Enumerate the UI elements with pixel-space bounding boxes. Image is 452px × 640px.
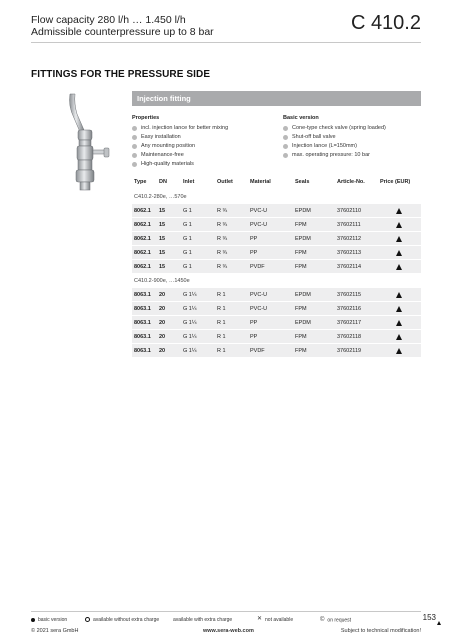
filled-dot-icon — [31, 618, 35, 622]
price-triangle-icon — [396, 306, 402, 312]
cell-dn: 15 — [159, 264, 166, 270]
cell-material: PVC-U — [250, 208, 268, 214]
cell-article-no: 37602115 — [337, 292, 362, 298]
cell-seals: FPM — [295, 264, 307, 270]
model-number: C 410.2 — [350, 12, 421, 34]
cell-seals: EPDM — [295, 208, 311, 214]
col-header-inlet: Inlet — [183, 179, 195, 185]
cell-seals: FPM — [295, 348, 307, 354]
copyright-text: © 2021 sera GmbH — [31, 628, 79, 634]
cell-seals: FPM — [295, 222, 307, 228]
table-row — [132, 218, 421, 232]
table-row — [132, 288, 421, 302]
table-row — [132, 316, 421, 330]
cell-inlet: G 1 — [183, 264, 192, 270]
header-specs — [31, 14, 214, 38]
cell-outlet: R 1 — [217, 348, 226, 354]
cell-outlet: R 1 — [217, 306, 226, 312]
cell-type: 8062.1 — [134, 264, 151, 270]
cell-dn: 20 — [159, 348, 166, 354]
cell-article-no: 37602111 — [337, 222, 361, 228]
price-triangle-icon — [396, 208, 402, 214]
cell-inlet: G 1¼ — [183, 334, 197, 340]
cell-material: PVDF — [250, 264, 265, 270]
col-header-outlet: Outlet — [217, 179, 233, 185]
table-row — [132, 204, 421, 218]
basic-version-item: Shut-off ball valve — [283, 133, 386, 142]
cell-type: 8063.1 — [134, 292, 151, 298]
property-item: Easy installation — [132, 133, 228, 142]
cell-outlet: R ¾ — [217, 250, 228, 256]
cell-outlet: R ¾ — [217, 264, 228, 270]
flow-capacity-text: Flow capacity 280 l/h … 1.450 l/h — [31, 14, 186, 26]
properties-heading: Properties — [132, 115, 160, 121]
cell-type: 8063.1 — [134, 320, 151, 326]
cell-type: 8062.1 — [134, 208, 151, 214]
cell-dn: 20 — [159, 292, 166, 298]
page-number: 153 — [422, 613, 436, 622]
price-triangle-icon — [396, 222, 402, 228]
cell-seals: FPM — [295, 250, 307, 256]
cell-type: 8063.1 — [134, 348, 151, 354]
cell-article-no: 37602117 — [337, 320, 362, 326]
cell-outlet: R 1 — [217, 320, 226, 326]
table-group-label — [132, 190, 421, 204]
cell-dn: 15 — [159, 250, 166, 256]
cell-dn: 15 — [159, 236, 166, 242]
cell-seals: FPM — [295, 306, 307, 312]
col-header-material: Material — [250, 179, 271, 185]
cell-material: PVC-U — [250, 222, 268, 228]
cell-article-no: 37602114 — [337, 264, 362, 270]
cell-outlet: R ¾ — [217, 236, 228, 242]
col-header-seals: Seals — [295, 179, 310, 185]
properties-list — [132, 124, 228, 169]
x-mark-icon: ✕ — [257, 616, 263, 623]
price-triangle-icon — [396, 264, 402, 270]
fittings-table — [132, 176, 421, 358]
cell-material: PP — [250, 236, 258, 242]
price-triangle-icon — [396, 236, 402, 242]
col-header-dn: DN — [159, 179, 167, 185]
cell-article-no: 37602112 — [337, 236, 362, 242]
table-row — [132, 232, 421, 246]
counterpressure-text: Admissible counterpressure up to 8 bar — [31, 26, 214, 38]
legend-basic-version: basic version — [31, 617, 67, 623]
cell-material: PP — [250, 334, 258, 340]
cell-seals: FPM — [295, 334, 307, 340]
col-header-type: Type — [134, 179, 147, 185]
price-triangle-icon — [396, 250, 402, 256]
cell-inlet: G 1 — [183, 222, 192, 228]
basic-version-item: max. operating pressure: 10 bar — [283, 151, 386, 160]
col-header-article-no: Article-No. — [337, 179, 365, 185]
table-row — [132, 344, 421, 358]
row-separator — [132, 357, 421, 358]
cell-type: 8063.1 — [134, 306, 151, 312]
cell-inlet: G 1 — [183, 208, 192, 214]
legend-with-charge: available with extra charge — [173, 617, 232, 623]
group-label-text: C410.2-900e, …1450e — [134, 278, 190, 284]
property-item: incl. injection lance for better mixing — [132, 124, 228, 133]
cell-dn: 20 — [159, 320, 166, 326]
cell-inlet: G 1 — [183, 250, 192, 256]
cell-outlet: R ¾ — [217, 208, 228, 214]
table-group-label — [132, 274, 421, 288]
cell-type: 8062.1 — [134, 250, 151, 256]
property-item: Any mounting position — [132, 142, 228, 151]
table-row — [132, 260, 421, 274]
legend-without-charge: available without extra charge — [85, 617, 159, 623]
group-label-text: C410.2-280e, …570e — [134, 194, 187, 200]
cell-article-no: 37602116 — [337, 306, 362, 312]
cell-seals: EPDM — [295, 292, 311, 298]
cell-article-no: 37602110 — [337, 208, 362, 214]
cell-type: 8062.1 — [134, 236, 151, 242]
footer-divider — [31, 611, 421, 612]
table-row — [132, 246, 421, 260]
cell-material: PP — [250, 250, 258, 256]
website-link[interactable]: www.sera-web.com — [203, 628, 254, 634]
open-circle-icon — [85, 617, 90, 622]
basic-version-item: Injection lance (L=150mm) — [283, 142, 386, 151]
cell-article-no: 37602119 — [337, 348, 362, 354]
col-header-price: Price (EUR) — [380, 179, 411, 185]
basic-version-heading: Basic version — [283, 115, 319, 121]
table-row — [132, 302, 421, 316]
triangle-icon — [437, 621, 441, 625]
cell-article-no: 37602113 — [337, 250, 362, 256]
cell-seals: EPDM — [295, 320, 311, 326]
cell-inlet: G 1¼ — [183, 292, 197, 298]
product-title-bar: Injection fitting — [132, 91, 421, 106]
property-item: Maintenance-free — [132, 151, 228, 160]
cell-outlet: R 1 — [217, 334, 226, 340]
cell-dn: 15 — [159, 222, 166, 228]
cell-inlet: G 1¼ — [183, 348, 197, 354]
cell-type: 8063.1 — [134, 334, 151, 340]
cell-inlet: G 1¼ — [183, 306, 197, 312]
cell-type: 8062.1 — [134, 222, 151, 228]
price-triangle-icon — [396, 334, 402, 340]
cell-material: PVC-U — [250, 306, 268, 312]
section-title: FITTINGS FOR THE PRESSURE SIDE — [31, 69, 211, 80]
cell-inlet: G 1¼ — [183, 320, 197, 326]
legend-on-request: © on request — [320, 617, 352, 624]
cell-dn: 15 — [159, 208, 166, 214]
table-header-row — [132, 176, 421, 190]
cell-seals: EPDM — [295, 236, 311, 242]
copyright-circle-icon: © — [320, 617, 325, 623]
price-triangle-icon — [396, 292, 402, 298]
header-divider — [31, 42, 421, 43]
injection-fitting-image — [56, 92, 116, 192]
cell-material: PVDF — [250, 348, 265, 354]
cell-dn: 20 — [159, 334, 166, 340]
cell-material: PVC-U — [250, 292, 268, 298]
basic-version-list — [283, 124, 386, 160]
cell-outlet: R ¾ — [217, 222, 228, 228]
cell-dn: 20 — [159, 306, 166, 312]
legend-not-available: ✕ not available — [257, 616, 294, 623]
cell-inlet: G 1 — [183, 236, 192, 242]
cell-material: PP — [250, 320, 258, 326]
price-triangle-icon — [396, 348, 402, 354]
table-row — [132, 330, 421, 344]
property-item: High-quality materials — [132, 160, 228, 169]
modification-notice: Subject to technical modification! — [340, 628, 421, 634]
cell-article-no: 37602118 — [337, 334, 362, 340]
basic-version-item: Cone-type check valve (spring loaded) — [283, 124, 386, 133]
price-triangle-icon — [396, 320, 402, 326]
cell-outlet: R 1 — [217, 292, 226, 298]
